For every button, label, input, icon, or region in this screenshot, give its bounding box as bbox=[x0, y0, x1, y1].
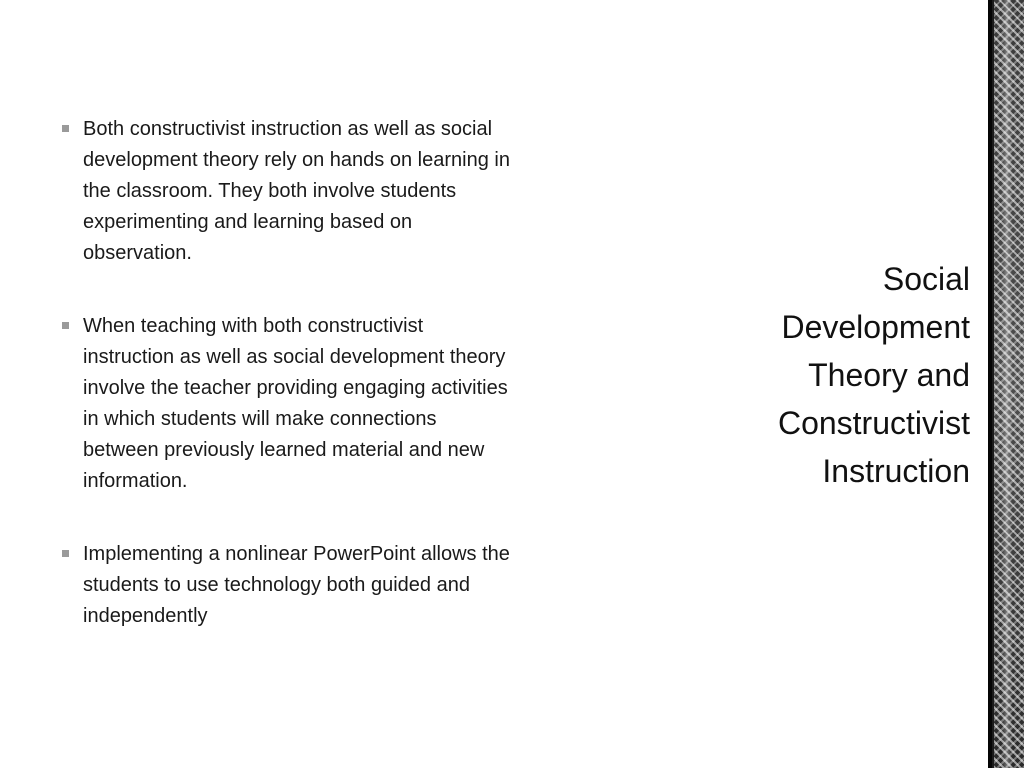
bullet-text: Both constructivist instruction as well as social development theory rely on hands on learning in the classroom. They both involve students experimenting and learning based on observation. bbox=[83, 118, 510, 264]
bullet-item bbox=[62, 539, 512, 632]
bullet-text: When teaching with both constructivist instruction as well as social development theory involve the teacher providing engaging activities in which students will make connections between previously learned material and new information. bbox=[83, 315, 508, 492]
square-bullet-icon bbox=[62, 322, 69, 329]
slide-title: Social Development Theory and Constructivist Instruction bbox=[777, 261, 970, 489]
bullet-item bbox=[62, 114, 512, 269]
film-strip-highlight bbox=[1002, 0, 1012, 768]
bullet-text: Implementing a nonlinear PowerPoint allows the students to use technology both guided and independently bbox=[83, 543, 510, 627]
square-bullet-icon bbox=[62, 550, 69, 557]
bullet-item bbox=[62, 311, 512, 497]
film-strip-edge bbox=[988, 0, 992, 768]
bullet-list bbox=[62, 114, 512, 674]
square-bullet-icon bbox=[62, 125, 69, 132]
decorative-film-strip bbox=[988, 0, 1024, 768]
